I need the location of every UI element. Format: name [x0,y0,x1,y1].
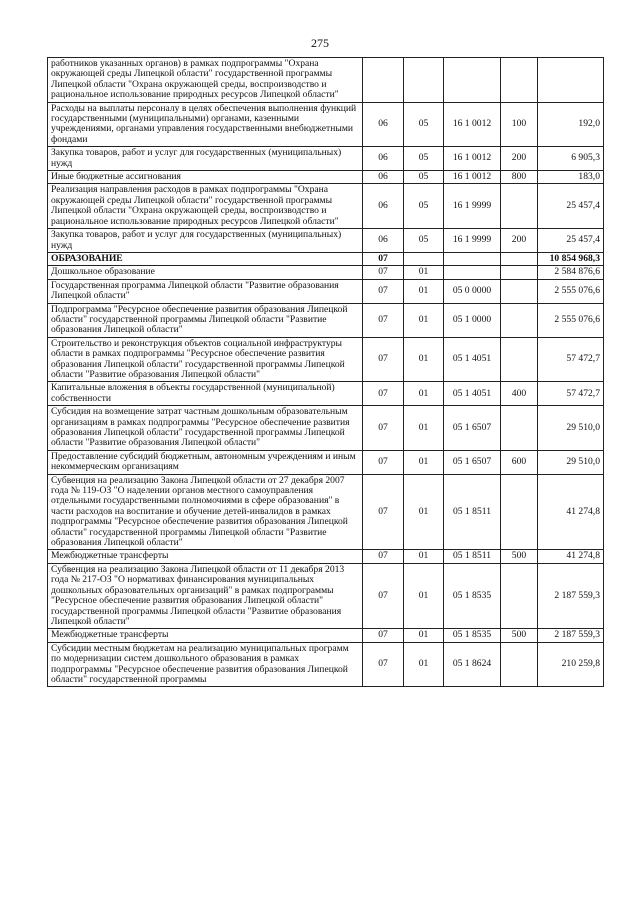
expense-type-cell: 200 [501,229,538,253]
amount-cell: 10 854 968,3 [538,252,604,265]
table-row [48,58,604,103]
amount-cell: 41 274,8 [538,474,604,550]
expense-name-cell: Государственная программа Липецкой области "Развитие образования Липецкой области" [48,279,363,303]
expense-type-cell [501,279,538,303]
expense-name-cell: Подпрограмма "Ресурсное обеспечение развития образования Липецкой области" государственной программы Липецкой области "Развитие образования Липецкой области" [48,303,363,337]
expense-type-cell: 200 [501,147,538,171]
target-article-cell [444,58,501,103]
amount-cell: 25 457,4 [538,184,604,229]
table-row [48,102,604,147]
section-code-cell: 07 [363,406,404,451]
target-article-cell: 05 1 8535 [444,563,501,628]
subsection-code-cell: 01 [404,550,444,563]
section-code-cell: 06 [363,147,404,171]
expense-name-cell: Закупка товаров, работ и услуг для государственных (муниципальных) нужд [48,229,363,253]
expense-type-cell [501,337,538,382]
subsection-code-cell: 01 [404,642,444,687]
amount-cell: 192,0 [538,102,604,147]
amount-cell: 25 457,4 [538,229,604,253]
expense-name-cell: Закупка товаров, работ и услуг для государственных (муниципальных) нужд [48,147,363,171]
expense-type-cell: 800 [501,171,538,184]
table-row [48,450,604,474]
table-row [48,382,604,406]
expense-name-cell: Расходы на выплаты персоналу в целях обеспечения выполнения функций государственными (муниципальными) органами, казенными учреждениями, органами управления государственными внебюджетными фондами [48,102,363,147]
section-code-cell: 06 [363,229,404,253]
subsection-code-cell: 05 [404,147,444,171]
target-article-cell: 16 1 0012 [444,147,501,171]
section-code-cell: 06 [363,184,404,229]
amount-cell: 57 472,7 [538,382,604,406]
expense-name-cell: Субвенция на реализацию Закона Липецкой области от 11 декабря 2013 года № 217-ОЗ "О нормативах финансирования муниципальных дошкольных образовательных организаций" в рамках подпрограммы "Ресурсное обеспечение развития образования Липецкой области" государственной программы Липецкой области "Развитие образования Липецкой области" [48,563,363,628]
section-code-cell: 07 [363,279,404,303]
target-article-cell: 05 1 8511 [444,550,501,563]
section-code-cell: 07 [363,382,404,406]
table-row [48,406,604,451]
expense-name-cell: работников указанных органов) в рамках подпрограммы "Охрана окружающей среды Липецкой области" государственной программы Липецкой области "Охрана окружающей среды, воспроизводство и рациональное использование природных ресурсов Липецкой области" [48,58,363,103]
expense-name-cell: Субсидия на возмещение затрат частным дошкольным образовательным организациям в рамках подпрограммы "Ресурсное обеспечение развития образования Липецкой области" государственной программы Липецкой области "Развитие образования Липецкой области" [48,406,363,451]
section-code-cell: 07 [363,337,404,382]
target-article-cell: 16 1 9999 [444,229,501,253]
section-code-cell: 07 [363,474,404,550]
section-code-cell: 07 [363,450,404,474]
target-article-cell: 16 1 0012 [444,102,501,147]
table-row [48,642,604,687]
target-article-cell [444,266,501,279]
table-row [48,279,604,303]
target-article-cell: 16 1 0012 [444,171,501,184]
amount-cell: 210 259,8 [538,642,604,687]
expense-type-cell [501,406,538,451]
table-row [48,252,604,265]
table-row [48,550,604,563]
target-article-cell: 05 1 6507 [444,406,501,451]
expense-name-cell: ОБРАЗОВАНИЕ [48,252,363,265]
target-article-cell: 05 0 0000 [444,279,501,303]
section-code-cell: 07 [363,266,404,279]
expense-type-cell: 400 [501,382,538,406]
subsection-code-cell: 01 [404,450,444,474]
expense-type-cell [501,58,538,103]
amount-cell: 2 555 076,6 [538,279,604,303]
expense-name-cell: Капитальные вложения в объекты государственной (муниципальной) собственности [48,382,363,406]
target-article-cell: 05 1 6507 [444,450,501,474]
expense-name-cell: Реализация направления расходов в рамках подпрограммы "Охрана окружающей среды Липецкой области" государственной программы Липецкой области "Охрана окружающей среды, воспроизводство и рациональное использование природных ресурсов Липецкой области" [48,184,363,229]
amount-cell: 183,0 [538,171,604,184]
expense-name-cell: Дошкольное образование [48,266,363,279]
subsection-code-cell: 01 [404,406,444,451]
amount-cell: 41 274,8 [538,550,604,563]
table-row [48,474,604,550]
subsection-code-cell: 01 [404,629,444,642]
subsection-code-cell: 01 [404,266,444,279]
table-row [48,337,604,382]
amount-cell [538,58,604,103]
subsection-code-cell: 01 [404,382,444,406]
subsection-code-cell: 01 [404,279,444,303]
subsection-code-cell: 01 [404,474,444,550]
target-article-cell: 05 1 4051 [444,337,501,382]
subsection-code-cell [404,252,444,265]
expense-type-cell: 100 [501,102,538,147]
subsection-code-cell: 05 [404,102,444,147]
amount-cell: 57 472,7 [538,337,604,382]
expense-type-cell [501,563,538,628]
expense-type-cell: 500 [501,629,538,642]
amount-cell: 29 510,0 [538,450,604,474]
subsection-code-cell [404,58,444,103]
target-article-cell: 05 1 0000 [444,303,501,337]
section-code-cell: 06 [363,102,404,147]
subsection-code-cell: 05 [404,229,444,253]
amount-cell: 6 905,3 [538,147,604,171]
target-article-cell: 16 1 9999 [444,184,501,229]
target-article-cell: 05 1 8624 [444,642,501,687]
subsection-code-cell: 01 [404,337,444,382]
expense-name-cell: Межбюджетные трансферты [48,629,363,642]
section-code-cell: 07 [363,563,404,628]
expense-name-cell: Субвенция на реализацию Закона Липецкой области от 27 декабря 2007 года № 119-ОЗ "О наделении органов местного самоуправления отдельными государственными полномочиями в сфере образования" в части расходов на воспитание и обучение детей-инвалидов в рамках подпрограммы "Ресурсное обеспечение развития образования Липецкой области" государственной программы Липецкой области "Развитие образования Липецкой области" [48,474,363,550]
subsection-code-cell: 05 [404,171,444,184]
section-code-cell: 07 [363,642,404,687]
subsection-code-cell: 01 [404,303,444,337]
expense-type-cell [501,184,538,229]
target-article-cell [444,252,501,265]
section-code-cell: 07 [363,252,404,265]
expense-type-cell: 600 [501,450,538,474]
budget-table [47,57,604,687]
table-row [48,303,604,337]
amount-cell: 2 187 559,3 [538,563,604,628]
section-code-cell [363,58,404,103]
target-article-cell: 05 1 8511 [444,474,501,550]
amount-cell: 2 187 559,3 [538,629,604,642]
amount-cell: 2 555 076,6 [538,303,604,337]
table-row [48,563,604,628]
expense-type-cell [501,266,538,279]
section-code-cell: 07 [363,629,404,642]
table-row [48,147,604,171]
expense-type-cell [501,474,538,550]
expense-type-cell [501,642,538,687]
table-row [48,184,604,229]
subsection-code-cell: 01 [404,563,444,628]
table-row [48,171,604,184]
budget-table-body [48,58,604,687]
section-code-cell: 06 [363,171,404,184]
expense-name-cell: Межбюджетные трансферты [48,550,363,563]
page-number: 275 [311,36,329,50]
expense-name-cell: Строительство и реконструкция объектов социальной инфраструктуры области в рамках подпрограммы "Ресурсное обеспечение развития образования Липецкой области" государственной программы Липецкой области "Развитие образования Липецкой области" [48,337,363,382]
subsection-code-cell: 05 [404,184,444,229]
section-code-cell: 07 [363,550,404,563]
table-row [48,629,604,642]
expense-name-cell: Иные бюджетные ассигнования [48,171,363,184]
table-row [48,229,604,253]
expense-type-cell [501,252,538,265]
target-article-cell: 05 1 8535 [444,629,501,642]
section-code-cell: 07 [363,303,404,337]
expense-name-cell: Субсидии местным бюджетам на реализацию муниципальных программ по модернизации систем дошкольного образования в рамках подпрограммы "Ресурсное обеспечение развития образования Липецкой области" государственной программы [48,642,363,687]
expense-name-cell: Предоставление субсидий бюджетным, автономным учреждениям и иным некоммерческим организациям [48,450,363,474]
target-article-cell: 05 1 4051 [444,382,501,406]
expense-type-cell: 500 [501,550,538,563]
table-row [48,266,604,279]
amount-cell: 2 584 876,6 [538,266,604,279]
expense-type-cell [501,303,538,337]
amount-cell: 29 510,0 [538,406,604,451]
